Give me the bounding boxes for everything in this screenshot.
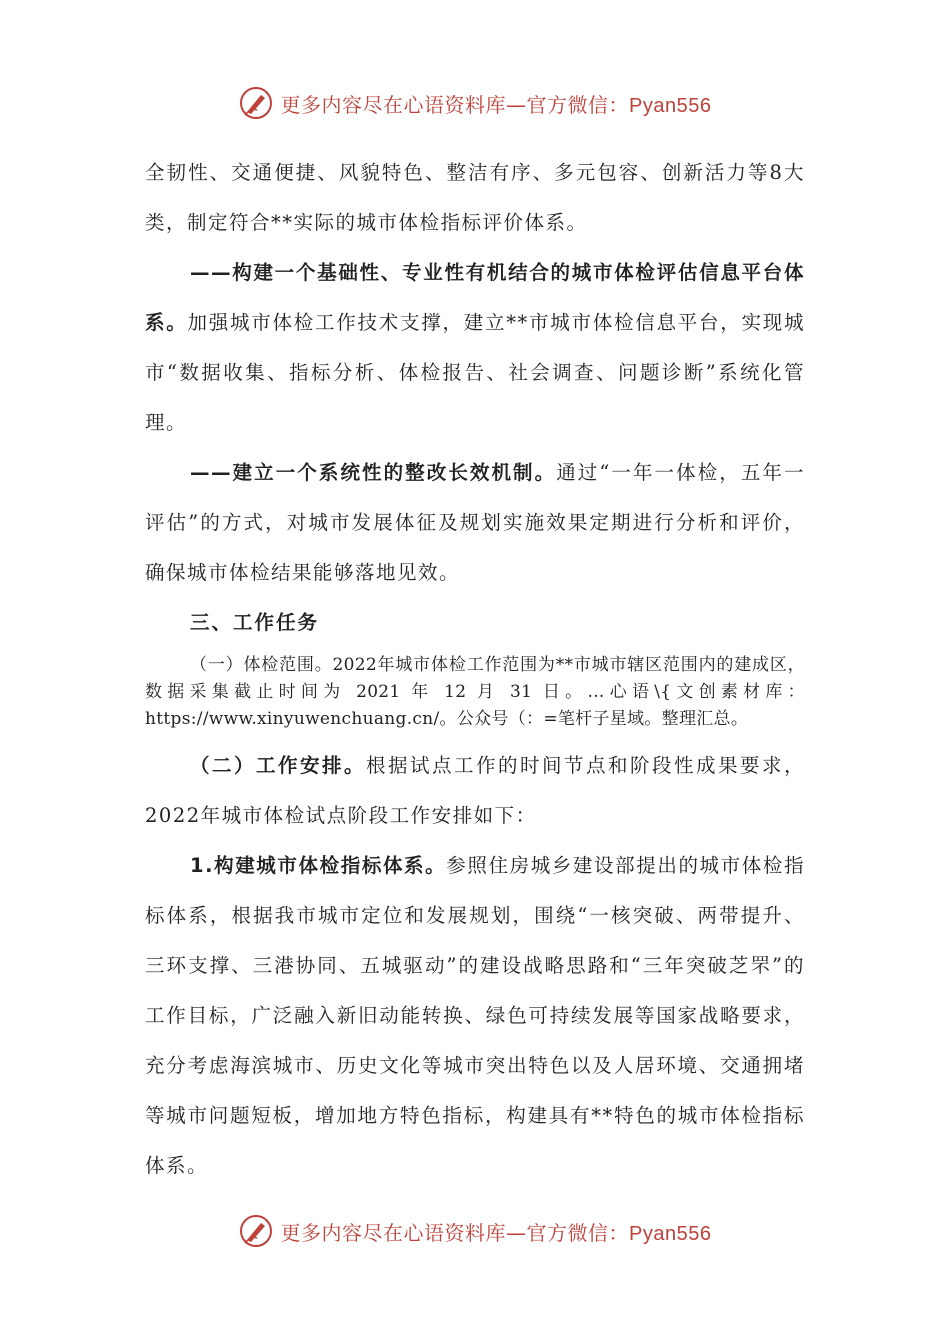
document-body xyxy=(145,148,805,1191)
section-heading: 三、工作任务 xyxy=(190,611,320,634)
paragraph-5: （二）工作安排。根据试点工作的时间节点和阶段性成果要求，2022年城市体检试点阶段工作安排如下： xyxy=(145,754,805,827)
paragraph-2: ——构建一个基础性、专业性有机结合的城市体检评估信息平台体系。加强城市体检工作技术支撑，建立**市城市体检信息平台，实现城市“数据收集、指标分析、体检报告、社会调查、问题诊断”系统化管理。 xyxy=(145,261,805,434)
paragraph-1: 全韧性、交通便捷、风貌特色、整洁有序、多元包容、创新活力等8大类，制定符合**实际的城市体检指标评价体系。 xyxy=(145,161,805,234)
paragraph-4: （一）体检范围。2022年城市体检工作范围为**市城市辖区范围内的建成区，数据采集截止时间为 2021 年 12 月 31 日。…心语\{文创素材库：https://www.xinyuwenchuang.cn/。公众号（：=笔杆子星域。整理汇总。 xyxy=(145,655,805,729)
pen-logo-icon xyxy=(239,86,273,120)
header-watermark-text: 更多内容尽在心语资料库—官方微信：Pyan556 xyxy=(280,92,712,117)
footer-watermark-text: 更多内容尽在心语资料库—官方微信：Pyan556 xyxy=(280,1220,712,1245)
paragraph-6: 1.构建城市体检指标体系。参照住房城乡建设部提出的城市体检指标体系，根据我市城市定位和发展规划，围绕“一核突破、两带提升、三环支撑、三港协同、五城驱动”的建设战略思路和“三年突破芝罘”的工作目标，广泛融入新旧动能转换、绿色可持续发展等国家战略要求，充分考虑海滨城市、历史文化等城市突出特色以及人居环境、交通拥堵等城市问题短板，增加地方特色指标，构建具有**特色的城市体检指标体系。 xyxy=(145,854,805,1177)
paragraph-3: ——建立一个系统性的整改长效机制。通过“一年一体检，五年一评估”的方式，对城市发展体征及规划实施效果定期进行分析和评价，确保城市体检结果能够落地见效。 xyxy=(145,461,805,584)
header-watermark xyxy=(0,83,950,123)
footer-watermark xyxy=(0,1211,950,1251)
pen-logo-icon xyxy=(239,1214,273,1248)
